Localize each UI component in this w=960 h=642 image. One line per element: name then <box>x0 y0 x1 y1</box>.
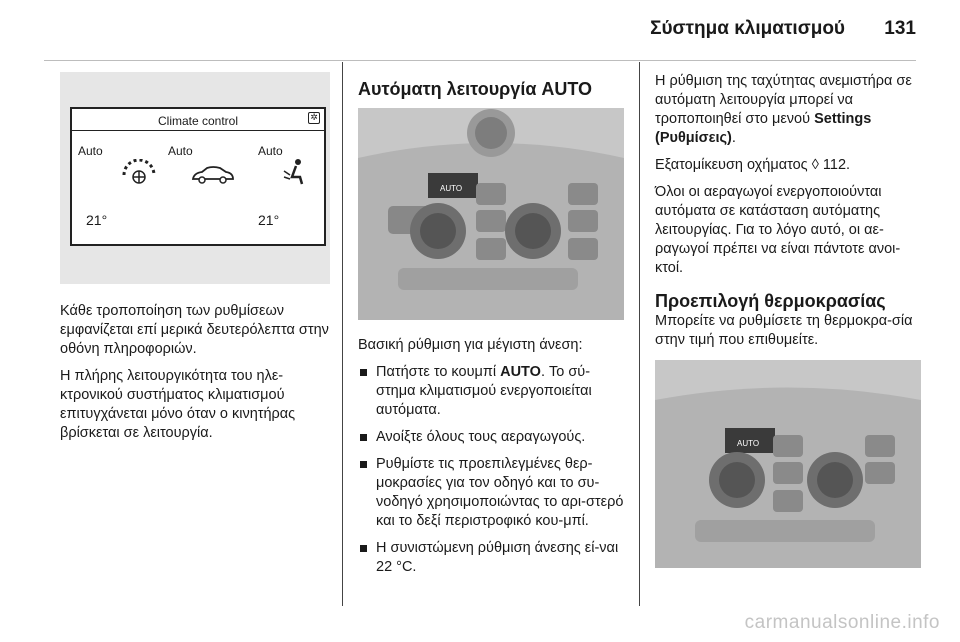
column-divider-1 <box>342 62 343 606</box>
left-column <box>60 72 330 451</box>
bullet-icon <box>360 434 367 441</box>
section-heading-auto: Αυτόματη λειτουργία AUTO <box>358 79 593 99</box>
watermark: carmanualsonline.info <box>744 612 940 633</box>
fan-speed-icon <box>120 159 158 187</box>
climate-screen <box>70 107 326 246</box>
step-3-text: Ρυθμίστε τις προεπιλεγμένες θερ-μοκρασίες για τον οδηγό και το συ-νοδηγό χρησιμοποιώντας το αρι-στερό και το δεξί περιστροφικό κου-μπί. <box>376 456 624 529</box>
car-icon <box>190 164 236 186</box>
intro-basic-setting: Βασική ρύθμιση για μέγιστη άνεση: <box>358 337 583 353</box>
auto-button-label: AUTO <box>440 184 463 193</box>
paragraph-set-temperature: Μπορείτε να ρυθμίσετε τη θερμοκρα-σία στην τιμή που επιθυμείτε. <box>655 313 913 348</box>
paragraph-fan-speed <box>655 72 921 148</box>
middle-column <box>358 78 624 585</box>
header-rule <box>44 60 916 61</box>
auto-label-fan: Auto <box>78 144 103 158</box>
seat-airflow-icon <box>280 157 310 187</box>
right-column <box>655 72 921 568</box>
list-item <box>358 455 624 531</box>
auto-label-air-distribution: Auto <box>168 144 193 158</box>
bullet-icon <box>360 369 367 376</box>
list-item <box>358 363 624 420</box>
climate-panel-image <box>358 108 624 320</box>
steps-list <box>358 363 624 577</box>
screen-title-rule <box>72 130 324 131</box>
temperature-panel-figure <box>655 360 921 568</box>
bullet-icon <box>360 461 367 468</box>
paragraph-settings-display: Κάθε τροποποίηση των ρυθμίσεων εμφανίζεται επί μερικά δευτερόλεπτα στην οθόνη πληροφοριών. <box>60 303 329 357</box>
auto-label-mode: Auto <box>258 144 283 158</box>
list-item <box>358 428 624 447</box>
step-2-text: Ανοίξτε όλους τους αεραγωγούς. <box>376 429 586 445</box>
screen-title: Climate control <box>157 114 239 128</box>
fan-speed-pre: Η ρύθμιση της ταχύτητας ανεμιστήρα σε αυτόματη λειτουργία μπορεί να τροποποιηθεί στο μενού <box>655 73 912 127</box>
temperature-left: 21° <box>86 212 108 228</box>
page-reference-icon: ◊ <box>811 157 819 173</box>
temperature-panel-image <box>655 360 921 568</box>
personalization-pre: Εξατομίκευση οχήματος <box>655 157 812 173</box>
settings-icon: ✲ <box>308 112 320 124</box>
page-number: 131 <box>884 18 916 39</box>
step-1-pre: Πατήστε το κουμπί <box>376 364 501 380</box>
page-header-title: Σύστημα κλιματισμού <box>650 18 845 39</box>
list-item <box>358 539 624 577</box>
fan-speed-post: . <box>731 130 736 146</box>
column-divider-2 <box>639 62 640 606</box>
settings-menu-name: Settings (Ρυθμίσεις) <box>655 111 872 146</box>
step-1-post: . Το σύ-στημα κλιματισμού ενεργοποιείται αυτόματα. <box>376 364 592 418</box>
auto-button-label: AUTO <box>737 439 760 448</box>
paragraph-personalization <box>655 156 921 175</box>
section-heading-temperature: Προεπιλογή θερμοκρασίας <box>655 291 886 311</box>
step-1-auto: AUTO <box>500 364 541 380</box>
paragraph-engine-running: Η πλήρης λειτουργικότητα του ηλε-κτρονικού συστήματος κλιματισμού επιτυγχάνεται μόνο όταν ο κινητήρας βρίσκεται σε λειτουργία. <box>60 368 296 441</box>
climate-panel-figure <box>358 108 624 320</box>
paragraph-vents: Όλοι οι αεραγωγοί ενεργοποιούνται αυτόματα σε κατάσταση αυτόματης λειτουργίας. Για το λόγο αυτό, οι αε-ραγωγοί πρέπει να είναι πάντοτε ανοι-κτοί. <box>655 184 901 276</box>
personalization-post: 112. <box>818 157 851 173</box>
bullet-icon <box>360 545 367 552</box>
temperature-right: 21° <box>258 212 280 228</box>
step-4-text: Η συνιστώμενη ρύθμιση άνεσης εί-ναι 22 °C. <box>376 540 619 575</box>
climate-control-figure <box>60 72 330 284</box>
